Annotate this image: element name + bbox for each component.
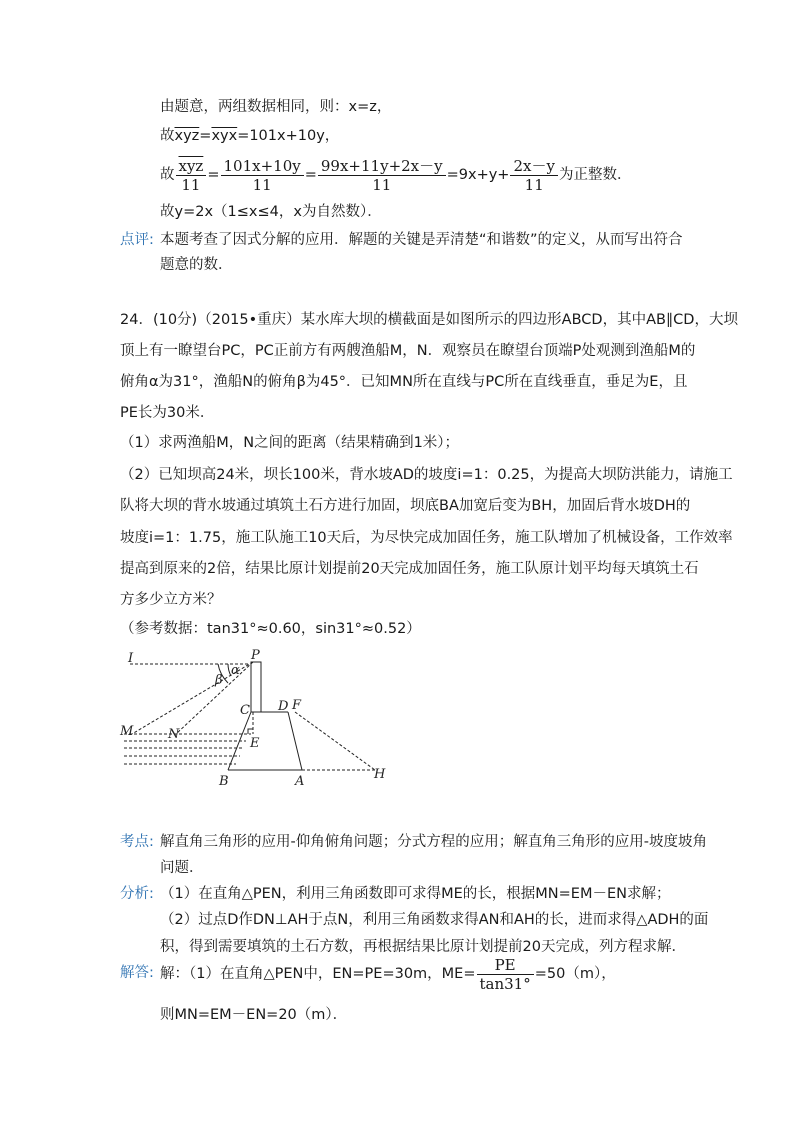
label-M: M xyxy=(120,724,134,739)
reference-data: （参考数据：tan31°≈0.60，sin31°≈0.52） xyxy=(120,621,421,637)
problem-line-1: 24．(10分)（2015•重庆）某水库大坝的横截面是如图所示的四边形ABCD，其中AB∥CD，大坝 xyxy=(120,312,738,328)
jieda-line-1: 解：（1）在直角△PEN中，EN=PE=30m，ME= $\frac{PE}{\tan 31^\circ}$ =50（m）， xyxy=(160,955,616,993)
fenxi-line-3: 积，得到需要填筑的土石方数，再根据结果比原计划提前20天完成，列方程求解． xyxy=(160,939,686,955)
text: = xyxy=(199,128,212,144)
question-2-line-5: 方多少立方米？ xyxy=(120,592,222,608)
text: 故 xyxy=(160,128,175,144)
question-1: （1）求两渔船M，N之间的距离（结果精确到1米）； xyxy=(120,435,460,451)
label-N: N xyxy=(168,727,180,742)
fenxi-label: 分析: xyxy=(120,886,154,902)
new-slope-fh xyxy=(295,712,375,770)
question-2-line-3: 坡度i=1：1.75，施工队施工10天后，为尽快完成加固任务，施工队增加了机械设备，工作效率 xyxy=(120,530,733,546)
label-C: C xyxy=(240,703,250,718)
question-2-line-2: 队将大坝的背水坡通过填筑土石方进行加固，坝底BA加宽后变为BH，加固后背水坡DH的 xyxy=(120,498,691,514)
fraction-4: $\frac{2x-y}{11}$ xyxy=(510,157,557,194)
text: 故 xyxy=(160,167,175,183)
text: =101x+10y， xyxy=(237,128,340,144)
kaodian-label: 考点: xyxy=(120,834,154,850)
problem-line-4: PE长为30米． xyxy=(120,405,215,421)
label-P: P xyxy=(251,648,260,663)
fenxi-line-1: （1）在直角△PEN，利用三角函数即可求得ME的长，根据MN=EM－EN求解； xyxy=(160,886,671,902)
question-2-line-1: （2）已知坝高24米，坝长100米，背水坡AD的坡度i=1：0.25，为提高大坝防洪能力，请施工 xyxy=(120,467,733,483)
kaodian-line-1: 解直角三角形的应用-仰角俯角问题；分式方程的应用；解直角三角形的应用-坡度坡角 xyxy=(160,834,707,850)
question-2-line-4: 提高到原来的2倍，结果比原计划提前20天完成加固任务，施工队原计划平均每天填筑土石 xyxy=(120,561,699,577)
solution-line-1: 由题意，两组数据相同，则：x=z， xyxy=(160,99,392,115)
kaodian-line-2: 问题． xyxy=(160,860,204,876)
jieda-line-2: 则MN=EM－EN=20（m）． xyxy=(160,1007,348,1023)
label-A: A xyxy=(295,774,305,789)
problem-line-3: 俯角α为31°，渔船N的俯角β为45°．已知MN所在直线与PC所在直线垂直，垂足为E，且 xyxy=(120,374,688,390)
overlined-xyx: $\overline{xyx}$ xyxy=(211,128,238,144)
label-B: B xyxy=(219,774,229,789)
solution-line-4: 故y=2x（1≤x≤4，x为自然数）． xyxy=(160,204,382,220)
fraction-2: $\frac{101x+10y}{11}$ xyxy=(221,157,304,194)
comment-label: 点评: xyxy=(120,232,154,248)
right-angle-mark xyxy=(248,729,253,734)
label-I: I xyxy=(128,651,134,666)
problem-line-2: 顶上有一瞭望台PC，PC正前方有两艘渔船M，N．观察员在瞭望台顶端P处观测到渔船M的 xyxy=(120,343,696,359)
dam-side-da xyxy=(288,712,302,770)
label-E: E xyxy=(250,736,260,751)
label-H: H xyxy=(374,767,386,782)
dam-figure xyxy=(110,648,400,793)
fenxi-line-2: （2）过点D作DN⊥AH于点N，利用三角函数求得AN和AH的长，进而求得△ADH的面 xyxy=(160,912,709,928)
jieda-label: 解答: xyxy=(120,965,154,981)
fraction-1: $\frac{\overline{xyz}}{11}$ xyxy=(176,157,207,194)
label-beta: β xyxy=(215,673,223,688)
comment-line-2: 题意的数． xyxy=(160,257,233,273)
label-F: F xyxy=(292,698,302,713)
fraction-3: $\frac{99x+11y+2x-y}{11}$ xyxy=(318,157,446,194)
overlined-xyz: $\overline{xyz}$ xyxy=(174,128,200,144)
solution-line-2 xyxy=(160,126,339,146)
label-alpha: α xyxy=(231,663,240,678)
comment-line-1: 本题考查了因式分解的应用．解题的关键是弄清楚“和谐数”的定义，从而写出符合 xyxy=(160,232,683,248)
label-D: D xyxy=(278,699,289,714)
fraction-pe-tan31: $\frac{PE}{\tan 31^\circ}$ xyxy=(477,956,534,993)
solution-line-3: 故 $\frac{\overline{xyz}}{11}$ = $\frac{101x+10y}{11}$ = $\frac{99x+11y+2x-y}{11}$ =9x+y+ $\frac{2x-y}{11}$ 为正整数． xyxy=(160,156,632,194)
tower-pc xyxy=(251,662,261,712)
